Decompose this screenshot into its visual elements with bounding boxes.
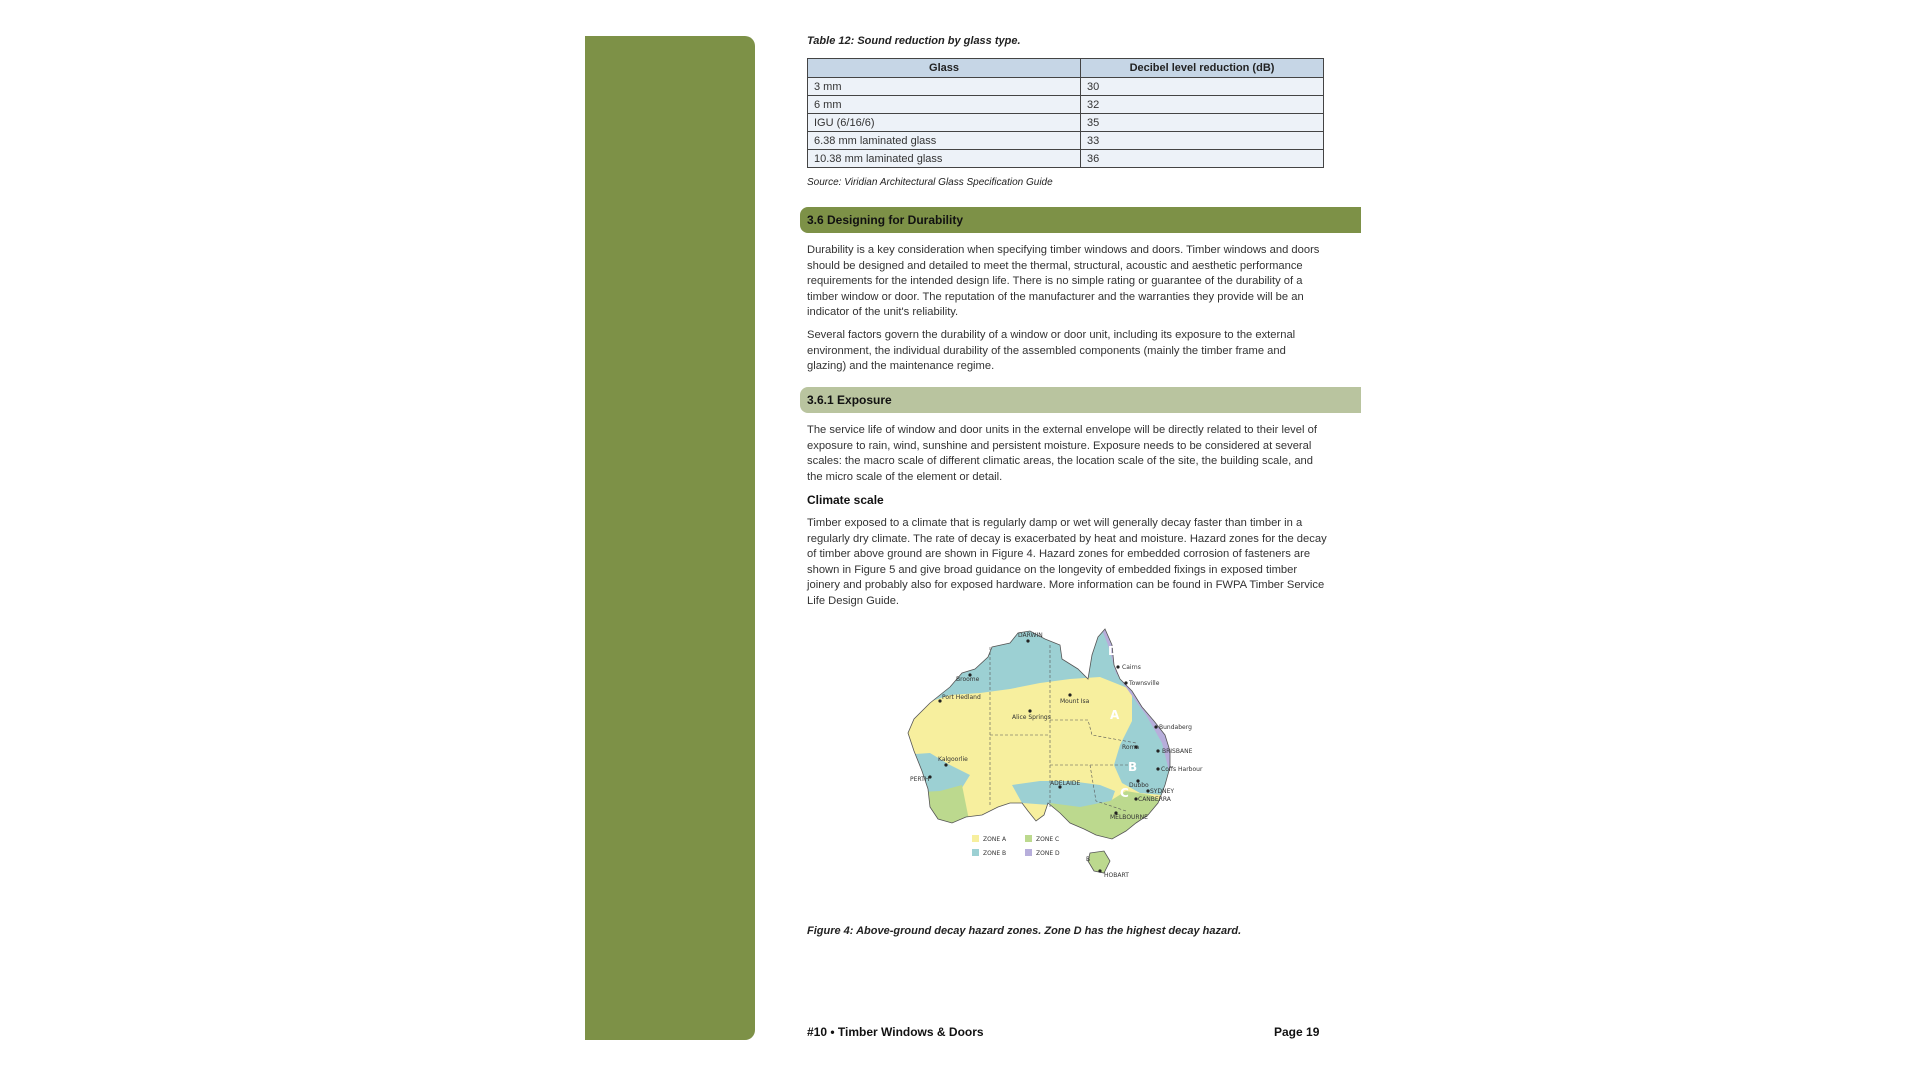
city-label: Dubbo <box>1129 782 1149 789</box>
city-label: DARWIN <box>1018 632 1043 639</box>
city-label: Townsville <box>1129 680 1160 687</box>
city-label: BRISBANE <box>1162 748 1193 755</box>
city-label: HOBART <box>1104 872 1129 879</box>
table-cell: 6 mm <box>808 96 1081 114</box>
tasmania-shape <box>1088 851 1110 873</box>
legend-swatch-zone-b <box>972 849 979 856</box>
footer-page-number: Page 19 <box>1274 1025 1320 1039</box>
footer-title: #10 • Timber Windows & Doors <box>807 1025 984 1039</box>
table-cell: 32 <box>1081 96 1324 114</box>
city-label: ADELAIDE <box>1050 780 1081 787</box>
table-row <box>808 114 1324 132</box>
city-label: Cairns <box>1122 664 1141 671</box>
table-cell: 6.38 mm laminated glass <box>808 132 1081 150</box>
city-label: MELBOURNE <box>1110 814 1148 821</box>
table-cell: 36 <box>1081 150 1324 168</box>
table-header-cell: Decibel level reduction (dB) <box>1081 59 1324 78</box>
legend-swatch-zone-a <box>972 835 979 842</box>
sound-reduction-table <box>807 58 1324 168</box>
zone-c-southwest <box>900 785 970 835</box>
zone-letter-a: A <box>1110 708 1120 722</box>
legend-label: ZONE D <box>1036 850 1060 857</box>
legend-swatch-zone-d <box>1025 849 1032 856</box>
durability-paragraph-2: Several factors govern the durability of a window or door unit, including its exposure to the external environment, the individual durability of the assembled components (mainly the timber frame and glazing) and the maintenance regime. <box>807 329 1296 373</box>
table-row <box>808 150 1324 168</box>
table-cell: 35 <box>1081 114 1324 132</box>
table-row <box>808 96 1324 114</box>
table-cell: 10.38 mm laminated glass <box>808 150 1081 168</box>
table-cell: 30 <box>1081 78 1324 96</box>
decorative-sidebar <box>585 36 755 1040</box>
city-label: PERTH <box>910 776 930 783</box>
table-cell: 3 mm <box>808 78 1081 96</box>
table-cell: IGU (6/16/6) <box>808 114 1081 132</box>
city-label: Roma <box>1122 744 1140 751</box>
table-header-row <box>808 59 1324 78</box>
city-label: SYDNEY <box>1150 788 1175 795</box>
zone-letter-b-tasmania: B <box>1086 856 1091 863</box>
climate-paragraph: Timber exposed to a climate that is regularly damp or wet will generally decay faster than timber in a regularly dry climate. The rate of decay is exacerbated by heat and moisture. Hazard zones for the decay of timber above ground are shown in Figure 4. Hazard zones for embedded corrosion of fasteners are shown in Figure 5 and give broad guidance on the longevity of embedded fixings in exposed timber joinery and probably also for exposed hardware. More information can be found in FWPA Timber Service Life Design Guide. <box>807 517 1327 607</box>
city-label: Broome <box>956 676 980 683</box>
table-caption: Table 12: Sound reduction by glass type. <box>807 35 1021 47</box>
zone-letter-c: C <box>1120 786 1129 800</box>
section-heading-bar: 3.6 Designing for Durability <box>800 207 1361 233</box>
city-label: Alice Springs <box>1012 714 1051 721</box>
city-label: Port Hedland <box>942 694 981 701</box>
exposure-paragraph: The service life of window and door units in the external envelope will be directly related to their level of exposure to rain, wind, sunshine and persistent moisture. Exposure needs to be considered at several scales: the macro scale of different climatic areas, the location scale of the site, the building scale, and the micro scale of the element or detail. <box>807 424 1317 483</box>
table-row <box>808 78 1324 96</box>
figure-caption: Figure 4: Above-ground decay hazard zones. Zone D has the highest decay hazard. <box>807 925 1242 937</box>
table-header-cell: Glass <box>808 59 1081 78</box>
document-page <box>800 0 1360 1080</box>
table-cell: 33 <box>1081 132 1324 150</box>
table-source: Source: Viridian Architectural Glass Specification Guide <box>807 177 1053 188</box>
legend-label: ZONE B <box>983 850 1007 857</box>
table-row <box>808 132 1324 150</box>
legend-swatch-zone-c <box>1025 835 1032 842</box>
city-label: CANBERRA <box>1138 796 1171 803</box>
city-label: Bundaberg <box>1159 724 1192 731</box>
durability-paragraph-1: Durability is a key consideration when specifying timber windows and doors. Timber windows and doors should be designed and detailed to meet the thermal, structural, acoustic and aesthetic performance requirements for the intended design life. There is no simple rating or guarantee of the durability of a timber window or door. The reputation of the manufacturer and the warranties they provide will be an indicator of the unit's reliability. <box>807 244 1320 319</box>
city-label: Coffs Harbour <box>1161 766 1203 773</box>
climate-scale-subheading: Climate scale <box>807 493 884 507</box>
subsection-heading-bar: 3.6.1 Exposure <box>800 387 1361 413</box>
legend-label: ZONE C <box>1036 836 1060 843</box>
zone-letter-d: D <box>1108 644 1118 658</box>
legend-label: ZONE A <box>983 836 1007 843</box>
city-label: Kalgoorlie <box>938 756 968 763</box>
map-legend <box>972 835 1060 857</box>
decay-hazard-map <box>900 625 1240 905</box>
zone-letter-b: B <box>1128 760 1138 774</box>
city-label: Mount Isa <box>1060 698 1090 705</box>
